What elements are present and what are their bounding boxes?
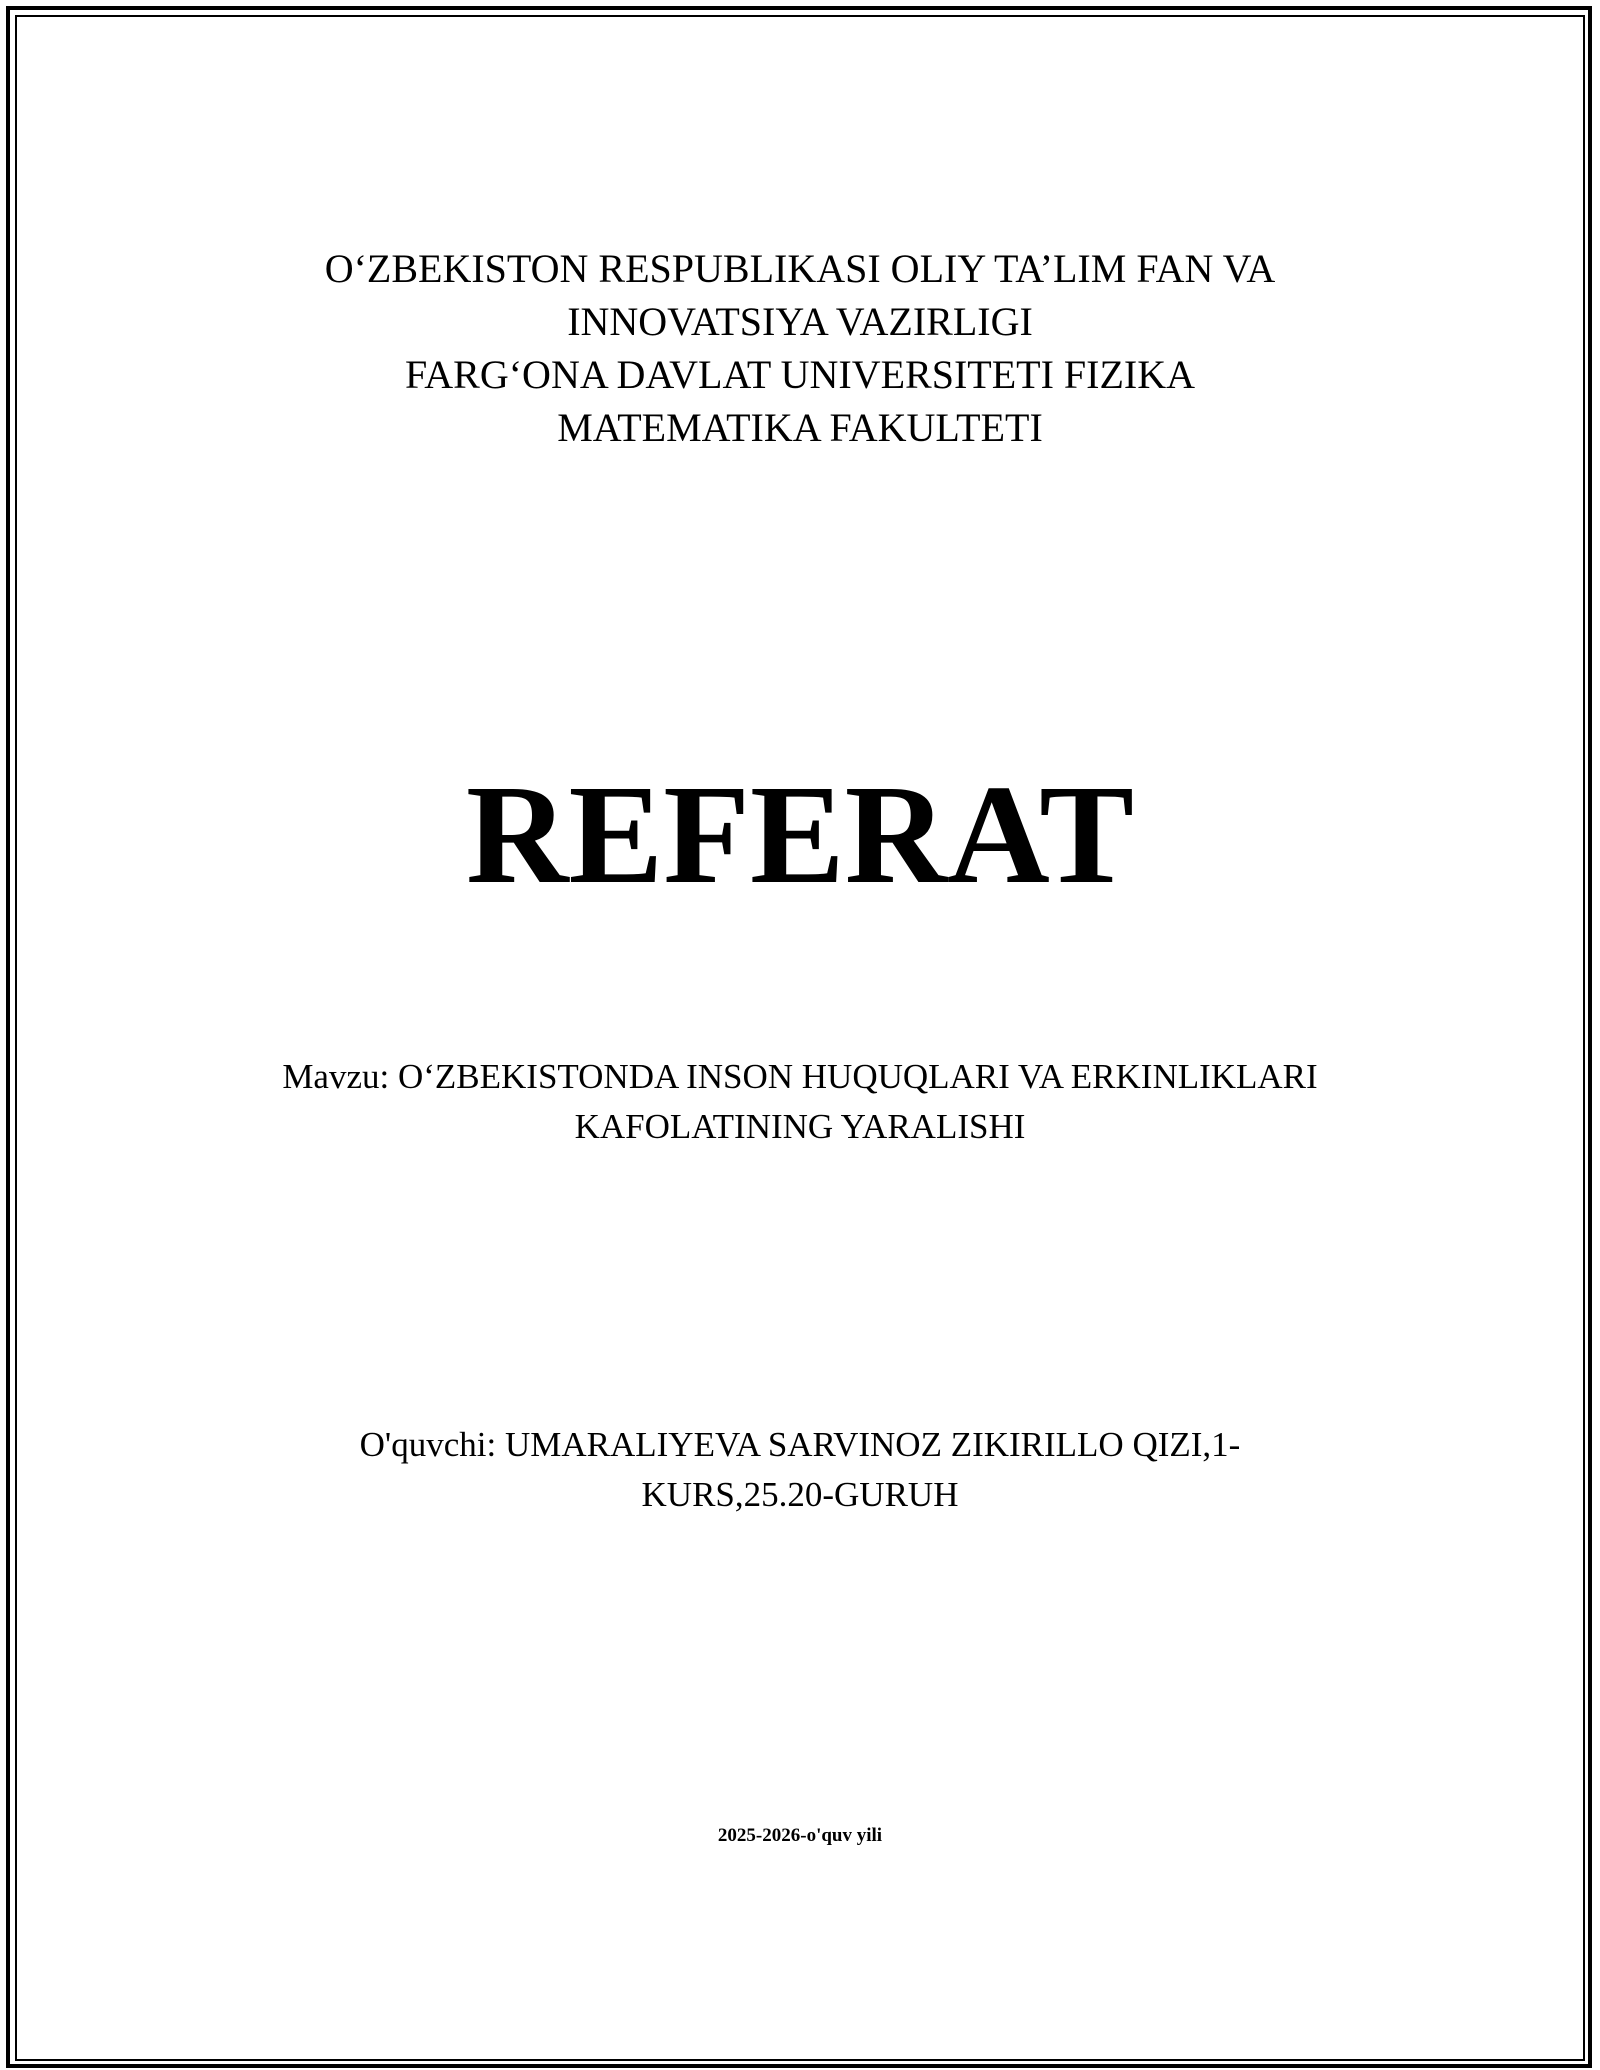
topic-line-1: Mavzu: O‘ZBEKISTONDA INSON HUQUQLARI VA ERKINLIKLARI xyxy=(282,1057,1318,1096)
academic-year: 2025-2026-o'quv yili xyxy=(717,1825,883,1846)
institution-line-3: FARG‘ONA DAVLAT UNIVERSITETI FIZIKA xyxy=(405,352,1195,397)
institution-header xyxy=(0,242,1600,454)
student-section xyxy=(0,1420,1600,1520)
topic-section xyxy=(0,1052,1600,1152)
student-line-1: O'quvchi: UMARALIYEVA SARVINOZ ZIKIRILLO QIZI,1- xyxy=(359,1425,1241,1464)
student-line-2: KURS,25.20-GURUH xyxy=(641,1475,959,1514)
institution-line-4: MATEMATIKA FAKULTETI xyxy=(557,405,1043,450)
institution-line-1: O‘ZBEKISTON RESPUBLIKASI OLIY TA’LIM FAN VA xyxy=(324,246,1276,291)
topic-line-2: KAFOLATINING YARALISHI xyxy=(574,1107,1026,1146)
document-title: REFERAT xyxy=(466,755,1134,913)
institution-line-2: INNOVATSIYA VAZIRLIGI xyxy=(567,299,1033,344)
